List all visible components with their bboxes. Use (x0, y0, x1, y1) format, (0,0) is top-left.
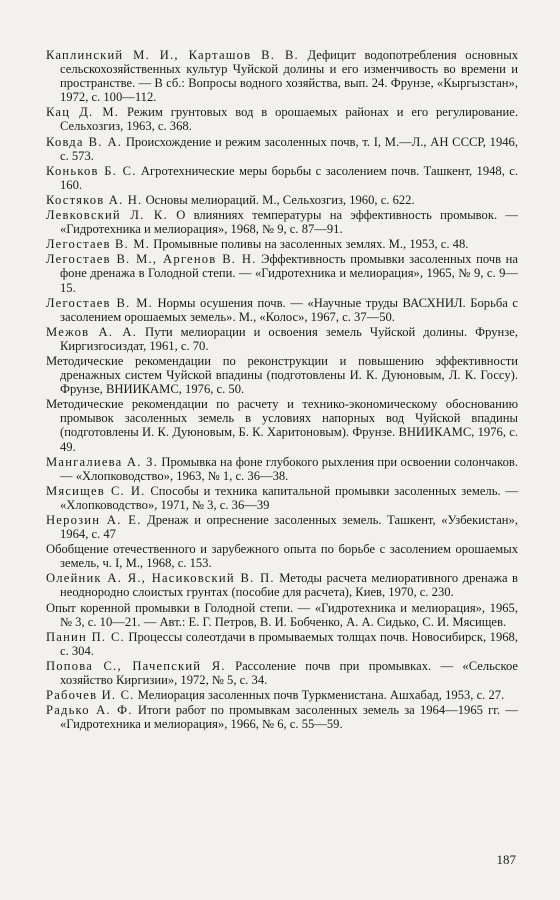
entry-author: Нерозин А. Е. (46, 513, 142, 527)
entry-text: Основы мелиораций. М., Сельхозгиз, 1960, с. 622. (142, 192, 415, 207)
entry-author: Легостаев В. М. (46, 237, 151, 252)
entry-text: Режим грунтовых вод в орошаемых районах и его регулирование. Сельхозгиз, 1963, с. 368. (60, 105, 518, 134)
entry-author: Олейник А. Я., Насиковский В. П. (46, 571, 275, 586)
entry-text: Методические рекомендации по расчету и технико-экономическому обоснованию промывок засоленных земель в условиях напорных вод Чуйской впадины (подготовлены И. К. Дуюновым, Б. К. Харитоновым). Фрунзе. ВНИИКАМС, 1976, с. 49. (46, 397, 518, 454)
entry-text: О влияниях температуры на эффективность промывок. — «Гидротехника и мелиорация», 1968, № 9, с. 87—91. (60, 208, 519, 237)
bibliography-entry (46, 703, 518, 731)
bibliography-entry (46, 325, 518, 353)
bibliography-entry (46, 601, 518, 629)
entry-text: Опыт коренной промывки в Голодной степи. — «Гидротехника и мелиорация», 1965, № 3, с. 10—21. — Авт.: Е. Г. Петров, В. И. Бобченко, А. А. Сидько, С. И. Мясищев. (46, 600, 518, 629)
bibliography-entry (46, 208, 518, 236)
entry-text: Происхождение и режим засоленных почв, т. I, М.—Л., АН СССР, 1946, с. 573. (60, 134, 518, 163)
bibliography-entry (46, 354, 518, 396)
bibliography-entry (46, 105, 518, 133)
entry-text: Методы расчета мелиоративного дренажа в неоднородно слоистых грунтах (пособие для расчета), Киев, 1970, с. 230. (60, 571, 519, 600)
entry-text: Эффективность промывки засоленных почв на фоне дренажа в Голодной степи. — «Гидротехника и мелиорация», 1965, № 9, с. 9—15. (60, 252, 518, 295)
bibliography-entry (46, 571, 518, 599)
bibliography-entry (46, 164, 518, 192)
entry-text: Агротехнические меры борьбы с засолением почв. Ташкент, 1948, с. 160. (60, 163, 518, 192)
bibliography-entry (46, 659, 518, 687)
bibliography-entry (46, 237, 518, 251)
entry-text: Обобщение отечественного и зарубежного опыта по борьбе с засолением орошаемых земель, ч. I, М., 1968, с. 153. (46, 542, 518, 571)
page-number: 187 (496, 852, 516, 867)
entry-text: Дренаж и опреснение засоленных земель. Ташкент, «Узбекистан», 1964, с. 47 (60, 513, 518, 542)
entry-text: Итоги работ по промывкам засоленных земель за 1964—1965 гг. — «Гидротехника и мелиорация», 1966, № 6, с. 55—59. (60, 703, 518, 732)
bibliography-entry (46, 513, 518, 541)
entry-author: Радько А. Ф. (46, 703, 133, 718)
entry-author: Каплинский М. И., Карташов В. В. (46, 48, 299, 62)
bibliography-entry (46, 397, 518, 453)
entry-author: Мангалиева А. З. (46, 454, 158, 469)
entry-text: Методические рекомендации по реконструкции и повышению эффективности дренажных систем Чуйской впадины (подготовлены И. К. Дуюновым, Л. К. Госсу). Фрунзе, ВНИИКАМС, 1976, с. 50. (46, 353, 518, 397)
entry-author: Мясищев С. И. (46, 483, 146, 498)
bibliography-entry (46, 455, 518, 483)
entry-text: Нормы осушения почв. — «Научные труды ВАСХНИЛ. Борьба с засолением орошаемых земель». М., «Колос», 1967, с. 37—50. (60, 295, 518, 324)
entry-author: Ковда В. А. (46, 134, 123, 149)
entry-author: Коньков Б. С. (46, 163, 137, 178)
entry-text: Пути мелиорации и освоения земель Чуйской долины. Фрунзе, Киргизгосиздат, 1961, с. 70. (60, 324, 518, 353)
entry-author: Легостаев В. М., Аргенов В. Н. (46, 252, 257, 267)
entry-text: Процессы солеотдачи в промываемых толщах почв. Новосибирск, 1968, с. 304. (60, 629, 518, 658)
entry-author: Костяков А. Н. (46, 192, 143, 207)
entry-text: Промывные поливы на засоленных землях. М., 1953, с. 48. (150, 237, 469, 252)
entry-text: Дефицит водопотребления основных сельскохозяйственных культур Чуйской долины и его изменчивость во времени и пространстве. — В сб.: Вопросы водного хозяйства, вып. 24. Фрунзе, «Кыргызстан», 1972, с. 100—112. (60, 48, 518, 105)
bibliography-entry (46, 542, 518, 570)
entry-author: Рабочев И. С. (46, 688, 135, 703)
bibliography-entry (46, 688, 518, 702)
bibliography-entry (46, 296, 518, 324)
bibliography-entry (46, 48, 518, 104)
bibliography-entry (46, 630, 518, 658)
entry-author: Кац Д. М. (46, 105, 120, 120)
entry-author: Попова С., Пачепский Я. (46, 658, 226, 673)
entry-text: Промывка на фоне глубокого рыхления при освоении солончаков. — «Хлопководство», 1963, № 1, с. 36—38. (60, 454, 518, 483)
entry-author: Легостаев В. М. (46, 295, 153, 310)
bibliography-entry (46, 252, 518, 294)
bibliography-entry (46, 484, 518, 512)
entry-author: Левковский Л. К. (46, 208, 168, 223)
bibliography-list (46, 48, 518, 732)
entry-author: Панин П. С. (46, 629, 125, 644)
bibliography-entry (46, 135, 518, 163)
entry-text: Способы и техника капитальной промывки засоленных земель. — «Хлопководство», 1971, № 3, с. 36—39 (60, 483, 518, 512)
entry-text: Рассоление почв при промывках. — «Сельское хозяйство Киргизии», 1972, № 5, с. 34. (60, 658, 519, 688)
bibliography-entry (46, 193, 518, 207)
entry-text: Мелиорация засоленных почв Туркменистана. Ашхабад, 1953, с. 27. (134, 688, 505, 703)
entry-author: Межов А. А. (46, 324, 137, 339)
